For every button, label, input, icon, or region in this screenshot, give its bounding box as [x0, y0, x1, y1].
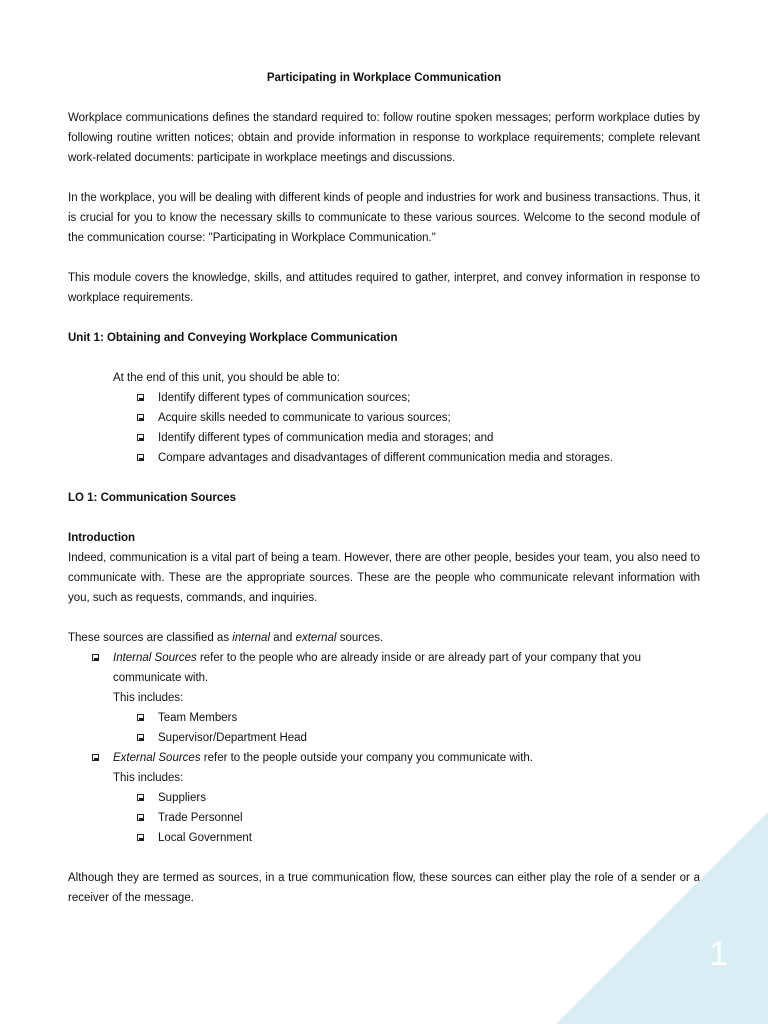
list-item: Local Government: [158, 828, 700, 848]
square-bullet-icon: [137, 394, 144, 401]
document-title: Participating in Workplace Communication: [266, 72, 502, 84]
intro-paragraph-3: This module covers the knowledge, skills, and attitudes required to gather, interpret, and convey information in response to workplace requirements.: [68, 272, 700, 304]
closing-paragraph: Although they are termed as sources, in a true communication flow, these sources can either play the role of a sender or a receiver of the message.: [68, 872, 700, 904]
list-item: Team Members: [158, 708, 700, 728]
square-bullet-icon: [137, 434, 144, 441]
square-bullet-icon: [137, 834, 144, 841]
lo-heading: LO 1: Communication Sources: [68, 492, 237, 504]
internal-sources-term: Internal Sources: [113, 652, 197, 664]
sources-sentence: These sources are classified as internal and external sources.: [68, 632, 384, 644]
list-item: Acquire skills needed to communicate to various sources;: [158, 408, 700, 428]
square-bullet-icon: [137, 714, 144, 721]
square-bullet-icon: [137, 814, 144, 821]
square-bullet-icon: [92, 754, 99, 761]
internal-sources-item: Internal Sources refer to the people who are already inside or are already part of your company that you communicate with. This includes: Team Members Supervisor/Department Head: [113, 648, 700, 748]
objectives-list: [158, 388, 700, 468]
internal-sources-sublist: [158, 708, 700, 748]
square-bullet-icon: [92, 654, 99, 661]
square-bullet-icon: [137, 734, 144, 741]
list-item: Suppliers: [158, 788, 700, 808]
square-bullet-icon: [137, 794, 144, 801]
list-item: Identify different types of communication sources;: [158, 388, 700, 408]
list-item: Compare advantages and disadvantages of different communication media and storages.: [158, 448, 700, 468]
list-item: Supervisor/Department Head: [158, 728, 700, 748]
document-body: [68, 68, 700, 928]
unit-heading: Unit 1: Obtaining and Conveying Workplace Communication: [68, 332, 398, 344]
introduction-heading: Introduction: [68, 532, 136, 544]
intro-paragraph-2: In the workplace, you will be dealing with different kinds of people and industries for work and business transactions. Thus, it is crucial for you to know the necessary skills to communicate to these various sources. Welcome to the second module of the communication course: "Participating in Workplace Communication.": [68, 192, 700, 244]
introduction-paragraph: Indeed, communication is a vital part of being a team. However, there are other people, besides your team, you also need to communicate with. These are the appropriate sources. These are the people who communicate relevant information with you, such as requests, commands, and inquiries.: [68, 552, 700, 604]
external-includes-label: This includes:: [113, 772, 184, 784]
page-number: 1: [709, 935, 728, 973]
external-sources-item: External Sources refer to the people outside your company you communicate with. This includes: Suppliers Trade Personnel Local Government: [113, 748, 700, 848]
corner-accent-triangle: [556, 812, 768, 1024]
internal-includes-label: This includes:: [113, 692, 184, 704]
list-item: Identify different types of communication media and storages; and: [158, 428, 700, 448]
external-sources-term: External Sources: [113, 752, 201, 764]
square-bullet-icon: [137, 414, 144, 421]
objectives-intro: At the end of this unit, you should be able to:: [113, 372, 340, 384]
square-bullet-icon: [137, 454, 144, 461]
intro-paragraph-1: Workplace communications defines the standard required to: follow routine spoken messages; perform workplace duties by following routine written notices; obtain and provide information in response to workplace requirements; complete relevant work-related documents: participate in workplace meetings and discussions.: [68, 112, 700, 164]
list-item: Trade Personnel: [158, 808, 700, 828]
